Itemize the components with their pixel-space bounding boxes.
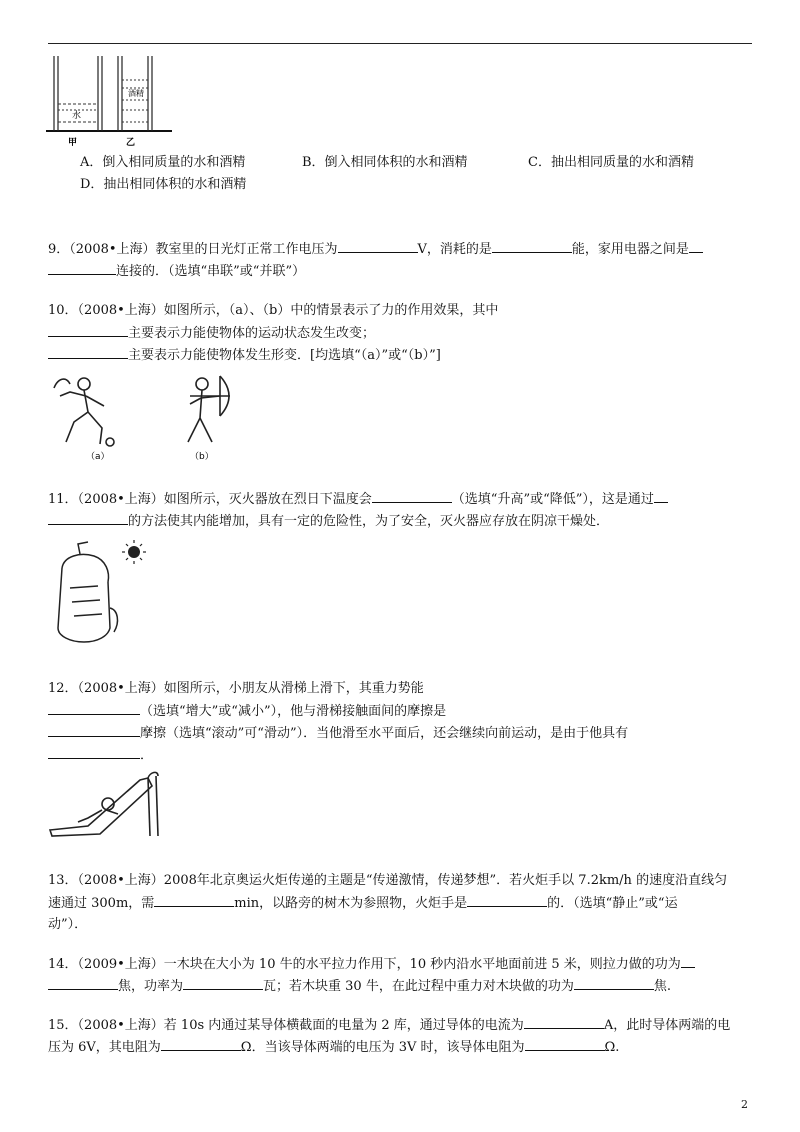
- answer-blank[interactable]: [681, 955, 695, 968]
- q13-line3: 动”）．: [48, 917, 88, 932]
- answer-blank[interactable]: [525, 1038, 605, 1051]
- answer-blank[interactable]: [492, 240, 572, 253]
- q12-line4: ．: [48, 746, 153, 765]
- q14-line1: 14．（2009•上海）一木块在大小为 10 牛的水平拉力作用下，10 秒内沿水平地面前进 5 米，则拉力做的功为: [48, 955, 695, 974]
- figure-a-label: （a）: [86, 452, 110, 462]
- container-right-label: 乙: [126, 138, 136, 148]
- answer-blank[interactable]: [48, 702, 140, 715]
- q8-option-c: C．抽出相同质量的水和酒精: [528, 155, 694, 170]
- containers-figure: [46, 52, 176, 148]
- q12-line3: 摩擦（选填“滚动”可“滑动”）．当他滑至水平面后，还会继续向前运动，是由于他具有: [48, 724, 628, 743]
- q12-line1: 12．（2008•上海）如图所示，小朋友从滑梯上滑下，其重力势能: [48, 681, 424, 696]
- figure-b-label: （b）: [190, 452, 214, 462]
- answer-blank[interactable]: [154, 894, 234, 907]
- answer-blank[interactable]: [48, 746, 140, 759]
- answer-blank[interactable]: [48, 346, 128, 359]
- answer-blank[interactable]: [654, 490, 668, 503]
- q11-line2: 的方法使其内能增加，具有一定的危险性，为了安全，灭火器应存放在阴凉干燥处．: [48, 512, 609, 531]
- q15-line1: 15．（2008•上海）若 10s 内通过某导体横截面的电量为 2 库，通过导体的电流为 A，此时导体两端的电: [48, 1018, 731, 1033]
- q8-option-d: D．抽出相同体积的水和酒精: [80, 177, 247, 192]
- answer-blank[interactable]: [467, 894, 547, 907]
- q10-line2: 主要表示力能使物体的运动状态发生改变；: [48, 324, 375, 343]
- q14-line2: 焦，功率为 瓦；若木块重 30 牛，在此过程中重力对木块做的功为 焦.: [48, 977, 671, 996]
- q10-line3: 主要表示力能使物体发生形变．[均选填“（a）”或“（b）”]: [48, 346, 441, 365]
- force-effect-figures: [44, 370, 234, 464]
- page-number: 2: [741, 1098, 748, 1111]
- answer-blank[interactable]: [689, 240, 703, 253]
- header-rule: [48, 43, 752, 44]
- archer-figure: [188, 376, 230, 442]
- q13-line1: 13．（2008•上海）2008年北京奥运火炬传递的主题是“传递激情，传递梦想”．若火炬手以 7.2km/h 的速度沿直线匀: [48, 873, 728, 888]
- q12-line2: （选填“增大”或“减小”），他与滑梯接触面间的摩擦是: [48, 702, 446, 721]
- answer-blank[interactable]: [48, 324, 128, 337]
- answer-blank[interactable]: [161, 1038, 241, 1051]
- answer-blank[interactable]: [338, 240, 418, 253]
- container-left-label: 甲: [68, 138, 78, 148]
- q13-line2: 速通过 300m，需 min，以路旁的树木为参照物，火炬手是 的．（选填“静止”或“运: [48, 896, 678, 911]
- answer-blank[interactable]: [48, 977, 118, 990]
- q15-line2: 压为 6V，其电阻为 Ω．当该导体两端的电压为 3V 时，该导体电阻为 Ω.: [48, 1040, 620, 1055]
- answer-blank[interactable]: [48, 724, 140, 737]
- slide-figure: [48, 770, 164, 838]
- sun-icon: [122, 540, 146, 564]
- fire-extinguisher-figure: [50, 538, 160, 648]
- answer-blank[interactable]: [48, 262, 116, 275]
- q9-line2: 连接的．（选填“串联”或“并联”）: [48, 262, 305, 281]
- q10-line1: 10．（2008•上海）如图所示，（a）、（b）中的情景表示了力的作用效果，其中: [48, 303, 499, 318]
- q11-line1: 11．（2008•上海）如图所示，灭火器放在烈日下温度会 （选填“升高”或“降低”），这是通过: [48, 490, 668, 509]
- water-label: 水: [72, 111, 82, 121]
- q9-line1: 9．（2008•上海）教室里的日光灯正常工作电压为 V，消耗的是 能，家用电器之间是: [48, 240, 703, 259]
- answer-blank[interactable]: [48, 512, 128, 525]
- soccer-player-figure: [54, 378, 114, 446]
- q8-option-b: B．倒入相同体积的水和酒精: [302, 155, 468, 170]
- answer-blank[interactable]: [183, 977, 263, 990]
- q8-option-a: A．倒入相同质量的水和酒精: [80, 155, 246, 170]
- answer-blank[interactable]: [574, 977, 654, 990]
- answer-blank[interactable]: [524, 1016, 604, 1029]
- alcohol-label: 酒精: [128, 89, 144, 98]
- answer-blank[interactable]: [372, 490, 452, 503]
